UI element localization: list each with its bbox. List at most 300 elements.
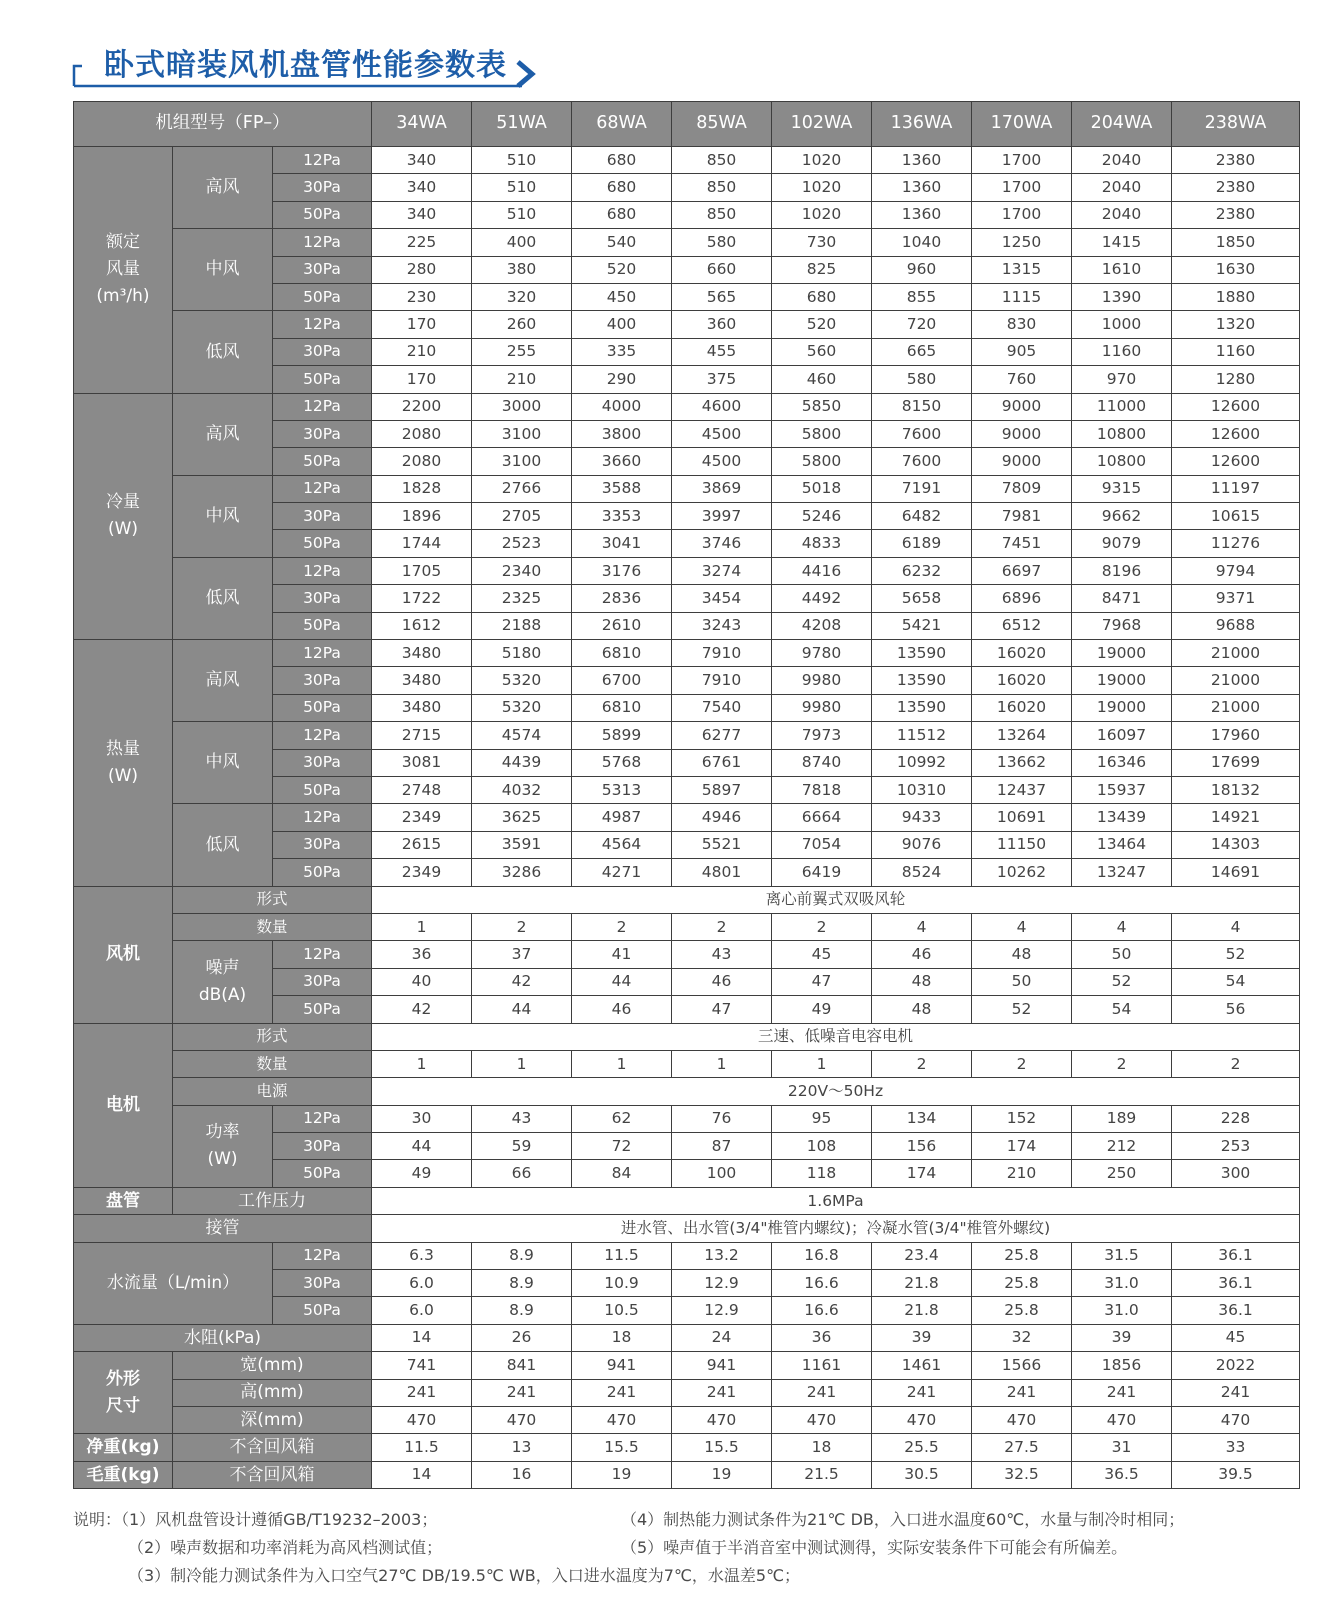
value-cell: 4439 xyxy=(472,749,572,776)
water-resistance-label: 水阻(kPa) xyxy=(74,1324,372,1351)
pressure-label: 30Pa xyxy=(273,667,372,694)
value-cell: 3243 xyxy=(672,612,772,639)
value-cell: 210 xyxy=(472,366,572,393)
value-cell: 6512 xyxy=(972,612,1072,639)
title-bar xyxy=(72,40,552,88)
pressure-label: 30Pa xyxy=(273,585,372,612)
value-cell: 1415 xyxy=(1072,229,1172,256)
value-cell: 3746 xyxy=(672,530,772,557)
value-cell: 1896 xyxy=(372,503,472,530)
value-cell: 36 xyxy=(772,1324,872,1351)
value-cell: 941 xyxy=(572,1352,672,1379)
value-cell: 13464 xyxy=(1072,831,1172,858)
value-cell: 4271 xyxy=(572,859,672,886)
value-cell: 1 xyxy=(672,1050,772,1077)
value-cell: 5320 xyxy=(472,667,572,694)
value-cell: 520 xyxy=(772,311,872,338)
label-line: (W) xyxy=(207,1149,238,1170)
value-cell: 905 xyxy=(972,338,1072,365)
value-cell: 42 xyxy=(372,996,472,1023)
value-cell: 15937 xyxy=(1072,776,1172,803)
value-cell: 400 xyxy=(472,229,572,256)
value-cell: 45 xyxy=(1172,1324,1300,1351)
value-cell: 39 xyxy=(1072,1324,1172,1351)
value-cell: 241 xyxy=(972,1379,1072,1406)
dim-depth-label: 深(mm) xyxy=(173,1406,372,1433)
value-cell: 7054 xyxy=(772,831,872,858)
value-cell: 2200 xyxy=(372,393,472,420)
table-row xyxy=(74,1461,1300,1488)
value-cell: 4600 xyxy=(672,393,772,420)
value-cell: 9000 xyxy=(972,420,1072,447)
value-cell: 680 xyxy=(572,174,672,201)
value-cell: 21.8 xyxy=(872,1297,972,1324)
value-cell: 14921 xyxy=(1172,804,1300,831)
value-cell: 3100 xyxy=(472,420,572,447)
value-cell: 10800 xyxy=(1072,448,1172,475)
value-cell: 46 xyxy=(872,941,972,968)
value-cell: 5800 xyxy=(772,448,872,475)
value-cell: 6810 xyxy=(572,640,672,667)
pressure-label: 50Pa xyxy=(273,366,372,393)
value-cell: 470 xyxy=(572,1406,672,1433)
pressure-label: 30Pa xyxy=(273,831,372,858)
value-cell: 43 xyxy=(472,1105,572,1132)
value-cell: 280 xyxy=(372,256,472,283)
value-cell: 25.8 xyxy=(972,1297,1072,1324)
value-cell: 42 xyxy=(472,968,572,995)
value-cell: 2 xyxy=(572,913,672,940)
value-cell: 3176 xyxy=(572,557,672,584)
pressure-label: 30Pa xyxy=(273,338,372,365)
value-cell: 1828 xyxy=(372,475,472,502)
value-cell: 11276 xyxy=(1172,530,1300,557)
value-cell: 255 xyxy=(472,338,572,365)
pressure-label: 30Pa xyxy=(273,174,372,201)
value-cell: 3480 xyxy=(372,667,472,694)
value-cell: 170 xyxy=(372,366,472,393)
value-cell: 100 xyxy=(672,1160,772,1187)
pipe-label: 接管 xyxy=(74,1215,372,1242)
pressure-label: 12Pa xyxy=(273,311,372,338)
value-cell: 580 xyxy=(872,366,972,393)
value-cell: 3100 xyxy=(472,448,572,475)
value-cell: 7910 xyxy=(672,667,772,694)
table-row xyxy=(74,1187,1300,1214)
value-cell: 11.5 xyxy=(372,1434,472,1461)
value-cell: 49 xyxy=(772,996,872,1023)
value-cell: 59 xyxy=(472,1133,572,1160)
value-cell: 25.8 xyxy=(972,1242,1072,1269)
table-row xyxy=(74,393,1300,420)
value-cell: 16 xyxy=(472,1461,572,1488)
value-cell: 1 xyxy=(572,1050,672,1077)
value-cell: 3041 xyxy=(572,530,672,557)
value-cell: 6810 xyxy=(572,694,672,721)
value-cell: 2349 xyxy=(372,859,472,886)
value-cell: 6761 xyxy=(672,749,772,776)
value-cell: 9000 xyxy=(972,448,1072,475)
value-cell: 9662 xyxy=(1072,503,1172,530)
value-cell: 470 xyxy=(772,1406,872,1433)
value-cell: 6700 xyxy=(572,667,672,694)
value-cell: 665 xyxy=(872,338,972,365)
value-cell: 941 xyxy=(672,1352,772,1379)
value-cell: 1461 xyxy=(872,1352,972,1379)
value-cell: 225 xyxy=(372,229,472,256)
value-cell: 39.5 xyxy=(1172,1461,1300,1488)
value-cell: 9076 xyxy=(872,831,972,858)
value-cell: 8471 xyxy=(1072,585,1172,612)
pressure-label: 12Pa xyxy=(273,147,372,174)
value-cell: 1 xyxy=(772,1050,872,1077)
value-cell: 1250 xyxy=(972,229,1072,256)
value-cell: 8150 xyxy=(872,393,972,420)
fan-qty-label: 数量 xyxy=(173,913,372,940)
value-cell: 19000 xyxy=(1072,667,1172,694)
value-cell: 2080 xyxy=(372,448,472,475)
work-pressure-value: 1.6MPa xyxy=(372,1187,1300,1214)
value-cell: 108 xyxy=(772,1133,872,1160)
value-cell: 4492 xyxy=(772,585,872,612)
value-cell: 470 xyxy=(472,1406,572,1433)
value-cell: 10800 xyxy=(1072,420,1172,447)
pressure-label: 30Pa xyxy=(273,256,372,283)
value-cell: 8740 xyxy=(772,749,872,776)
value-cell: 10.5 xyxy=(572,1297,672,1324)
pressure-label: 30Pa xyxy=(273,968,372,995)
value-cell: 2 xyxy=(672,913,772,940)
value-cell: 12.9 xyxy=(672,1270,772,1297)
value-cell: 14 xyxy=(372,1461,472,1488)
table-row xyxy=(74,557,1300,584)
speed-mid-label: 中风 xyxy=(173,475,273,557)
value-cell: 9433 xyxy=(872,804,972,831)
value-cell: 1722 xyxy=(372,585,472,612)
value-cell: 16097 xyxy=(1072,722,1172,749)
value-cell: 5521 xyxy=(672,831,772,858)
value-cell: 7191 xyxy=(872,475,972,502)
value-cell: 13439 xyxy=(1072,804,1172,831)
pressure-label: 12Pa xyxy=(273,1242,372,1269)
value-cell: 290 xyxy=(572,366,672,393)
value-cell: 9079 xyxy=(1072,530,1172,557)
value-cell: 95 xyxy=(772,1105,872,1132)
value-cell: 1360 xyxy=(872,174,972,201)
value-cell: 510 xyxy=(472,201,572,228)
table-row xyxy=(74,1078,1300,1105)
value-cell: 4 xyxy=(872,913,972,940)
value-cell: 47 xyxy=(772,968,872,995)
value-cell: 17960 xyxy=(1172,722,1300,749)
note-5: （5）噪声值于半消音室中测试测得，实际安装条件下可能会有所偏差。 xyxy=(621,1538,1128,1557)
value-cell: 2523 xyxy=(472,530,572,557)
value-cell: 16020 xyxy=(972,667,1072,694)
value-cell: 3588 xyxy=(572,475,672,502)
table-row xyxy=(74,102,1300,147)
value-cell: 10262 xyxy=(972,859,1072,886)
value-cell: 3480 xyxy=(372,640,472,667)
value-cell: 3591 xyxy=(472,831,572,858)
model-4: 102WA xyxy=(772,102,872,147)
value-cell: 7981 xyxy=(972,503,1072,530)
motor-qty-label: 数量 xyxy=(173,1050,372,1077)
fan-type-value: 离心前翼式双吸风轮 xyxy=(372,886,1300,913)
value-cell: 7600 xyxy=(872,448,972,475)
value-cell: 1700 xyxy=(972,174,1072,201)
value-cell: 4032 xyxy=(472,776,572,803)
value-cell: 1744 xyxy=(372,530,472,557)
pressure-label: 12Pa xyxy=(273,1105,372,1132)
value-cell: 241 xyxy=(672,1379,772,1406)
value-cell: 14303 xyxy=(1172,831,1300,858)
value-cell: 320 xyxy=(472,283,572,310)
value-cell: 31.5 xyxy=(1072,1242,1172,1269)
value-cell: 850 xyxy=(672,201,772,228)
value-cell: 5658 xyxy=(872,585,972,612)
value-cell: 580 xyxy=(672,229,772,256)
value-cell: 19000 xyxy=(1072,694,1172,721)
value-cell: 2040 xyxy=(1072,201,1172,228)
value-cell: 50 xyxy=(1072,941,1172,968)
pressure-label: 30Pa xyxy=(273,1270,372,1297)
speed-mid-label: 中风 xyxy=(173,229,273,311)
value-cell: 46 xyxy=(572,996,672,1023)
value-cell: 2836 xyxy=(572,585,672,612)
value-cell: 2188 xyxy=(472,612,572,639)
value-cell: 43 xyxy=(672,941,772,968)
value-cell: 3000 xyxy=(472,393,572,420)
value-cell: 15.5 xyxy=(572,1434,672,1461)
value-cell: 9980 xyxy=(772,667,872,694)
value-cell: 1700 xyxy=(972,201,1072,228)
value-cell: 24 xyxy=(672,1324,772,1351)
heating-label xyxy=(74,640,173,887)
value-cell: 1280 xyxy=(1172,366,1300,393)
value-cell: 4801 xyxy=(672,859,772,886)
value-cell: 1610 xyxy=(1072,256,1172,283)
value-cell: 30 xyxy=(372,1105,472,1132)
motor-label: 电机 xyxy=(74,1023,173,1187)
value-cell: 1850 xyxy=(1172,229,1300,256)
value-cell: 41 xyxy=(572,941,672,968)
value-cell: 16020 xyxy=(972,640,1072,667)
value-cell: 11512 xyxy=(872,722,972,749)
value-cell: 9780 xyxy=(772,640,872,667)
spec-table xyxy=(73,101,1300,1489)
value-cell: 18 xyxy=(572,1324,672,1351)
value-cell: 2349 xyxy=(372,804,472,831)
value-cell: 970 xyxy=(1072,366,1172,393)
value-cell: 1360 xyxy=(872,147,972,174)
value-cell: 170 xyxy=(372,311,472,338)
value-cell: 2380 xyxy=(1172,174,1300,201)
value-cell: 52 xyxy=(972,996,1072,1023)
value-cell: 450 xyxy=(572,283,672,310)
table-row xyxy=(74,1379,1300,1406)
note-2: （2）噪声数据和功率消耗为高风档测试值； xyxy=(128,1538,443,1557)
value-cell: 830 xyxy=(972,311,1072,338)
value-cell: 23.4 xyxy=(872,1242,972,1269)
value-cell: 10.9 xyxy=(572,1270,672,1297)
model-0: 34WA xyxy=(372,102,472,147)
table-row xyxy=(74,475,1300,502)
value-cell: 241 xyxy=(572,1379,672,1406)
label-line: 尺寸 xyxy=(106,1395,140,1416)
value-cell: 510 xyxy=(472,147,572,174)
value-cell: 455 xyxy=(672,338,772,365)
value-cell: 1856 xyxy=(1072,1352,1172,1379)
pressure-label: 12Pa xyxy=(273,722,372,749)
no-box-label: 不含回风箱 xyxy=(173,1434,372,1461)
label-line: 功率 xyxy=(205,1122,240,1143)
pressure-label: 50Pa xyxy=(273,201,372,228)
value-cell: 1160 xyxy=(1072,338,1172,365)
value-cell: 340 xyxy=(372,147,472,174)
value-cell: 260 xyxy=(472,311,572,338)
value-cell: 210 xyxy=(372,338,472,365)
pressure-label: 50Pa xyxy=(273,283,372,310)
value-cell: 16.6 xyxy=(772,1270,872,1297)
value-cell: 21000 xyxy=(1172,694,1300,721)
table-row xyxy=(74,1215,1300,1242)
value-cell: 12437 xyxy=(972,776,1072,803)
value-cell: 26 xyxy=(472,1324,572,1351)
value-cell: 13247 xyxy=(1072,859,1172,886)
value-cell: 6277 xyxy=(672,722,772,749)
value-cell: 5320 xyxy=(472,694,572,721)
value-cell: 841 xyxy=(472,1352,572,1379)
value-cell: 32.5 xyxy=(972,1461,1072,1488)
value-cell: 3997 xyxy=(672,503,772,530)
speed-high-label: 高风 xyxy=(173,147,273,229)
dim-width-label: 宽(mm) xyxy=(173,1352,372,1379)
value-cell: 66 xyxy=(472,1160,572,1187)
value-cell: 16346 xyxy=(1072,749,1172,776)
value-cell: 850 xyxy=(672,174,772,201)
pressure-label: 30Pa xyxy=(273,420,372,447)
value-cell: 7910 xyxy=(672,640,772,667)
value-cell: 1115 xyxy=(972,283,1072,310)
value-cell: 241 xyxy=(772,1379,872,1406)
value-cell: 36.1 xyxy=(1172,1297,1300,1324)
label-line: (W) xyxy=(107,765,139,786)
pressure-label: 30Pa xyxy=(273,1133,372,1160)
model-5: 136WA xyxy=(872,102,972,147)
value-cell: 960 xyxy=(872,256,972,283)
pressure-label: 30Pa xyxy=(273,749,372,776)
value-cell: 2380 xyxy=(1172,201,1300,228)
value-cell: 13264 xyxy=(972,722,1072,749)
model-7: 204WA xyxy=(1072,102,1172,147)
value-cell: 470 xyxy=(1072,1406,1172,1433)
value-cell: 4987 xyxy=(572,804,672,831)
pressure-label: 50Pa xyxy=(273,530,372,557)
value-cell: 2615 xyxy=(372,831,472,858)
value-cell: 4416 xyxy=(772,557,872,584)
value-cell: 241 xyxy=(872,1379,972,1406)
value-cell: 470 xyxy=(972,1406,1072,1433)
value-cell: 44 xyxy=(472,996,572,1023)
fan-label: 风机 xyxy=(74,886,173,1023)
value-cell: 4946 xyxy=(672,804,772,831)
value-cell: 13.2 xyxy=(672,1242,772,1269)
value-cell: 5850 xyxy=(772,393,872,420)
value-cell: 12.9 xyxy=(672,1297,772,1324)
value-cell: 335 xyxy=(572,338,672,365)
value-cell: 1880 xyxy=(1172,283,1300,310)
value-cell: 2705 xyxy=(472,503,572,530)
value-cell: 2380 xyxy=(1172,147,1300,174)
airflow-label xyxy=(74,147,173,394)
note-4: （4）制热能力测试条件为21℃ DB，入口进水温度60℃，水量与制冷时相同； xyxy=(621,1510,1185,1529)
value-cell: 48 xyxy=(872,996,972,1023)
value-cell: 5768 xyxy=(572,749,672,776)
value-cell: 9688 xyxy=(1172,612,1300,639)
value-cell: 50 xyxy=(972,968,1072,995)
note-3: （3）制冷能力测试条件为入口空气27℃ DB/19.5℃ WB，入口进水温度为7℃，水温差5℃； xyxy=(128,1566,801,1585)
value-cell: 36.1 xyxy=(1172,1270,1300,1297)
value-cell: 4833 xyxy=(772,530,872,557)
value-cell: 11.5 xyxy=(572,1242,672,1269)
value-cell: 13590 xyxy=(872,667,972,694)
value-cell: 340 xyxy=(372,174,472,201)
value-cell: 540 xyxy=(572,229,672,256)
value-cell: 1020 xyxy=(772,147,872,174)
value-cell: 47 xyxy=(672,996,772,1023)
value-cell: 560 xyxy=(772,338,872,365)
value-cell: 6697 xyxy=(972,557,1072,584)
value-cell: 7973 xyxy=(772,722,872,749)
table-row xyxy=(74,941,1300,968)
value-cell: 40 xyxy=(372,968,472,995)
value-cell: 174 xyxy=(972,1133,1072,1160)
value-cell: 6664 xyxy=(772,804,872,831)
model-3: 85WA xyxy=(672,102,772,147)
value-cell: 470 xyxy=(872,1406,972,1433)
model-2: 68WA xyxy=(572,102,672,147)
value-cell: 25.5 xyxy=(872,1434,972,1461)
value-cell: 54 xyxy=(1072,996,1172,1023)
value-cell: 2748 xyxy=(372,776,472,803)
value-cell: 1 xyxy=(372,1050,472,1077)
value-cell: 76 xyxy=(672,1105,772,1132)
value-cell: 1161 xyxy=(772,1352,872,1379)
value-cell: 16.8 xyxy=(772,1242,872,1269)
pipe-value: 进水管、出水管(3/4"椎管内螺纹)；冷凝水管(3/4"椎管外螺纹) xyxy=(372,1215,1300,1242)
value-cell: 6896 xyxy=(972,585,1072,612)
motor-type-label: 形式 xyxy=(173,1023,372,1050)
value-cell: 2080 xyxy=(372,420,472,447)
value-cell: 48 xyxy=(872,968,972,995)
value-cell: 14 xyxy=(372,1324,472,1351)
pressure-label: 12Pa xyxy=(273,393,372,420)
value-cell: 4500 xyxy=(672,448,772,475)
speed-low-label: 低风 xyxy=(173,804,273,886)
value-cell: 1000 xyxy=(1072,311,1172,338)
pressure-label: 12Pa xyxy=(273,229,372,256)
value-cell: 56 xyxy=(1172,996,1300,1023)
pressure-label: 12Pa xyxy=(273,475,372,502)
value-cell: 27.5 xyxy=(972,1434,1072,1461)
pressure-label: 50Pa xyxy=(273,1297,372,1324)
value-cell: 19000 xyxy=(1072,640,1172,667)
value-cell: 7540 xyxy=(672,694,772,721)
table-row xyxy=(74,229,1300,256)
value-cell: 17699 xyxy=(1172,749,1300,776)
model-1: 51WA xyxy=(472,102,572,147)
value-cell: 8.9 xyxy=(472,1242,572,1269)
